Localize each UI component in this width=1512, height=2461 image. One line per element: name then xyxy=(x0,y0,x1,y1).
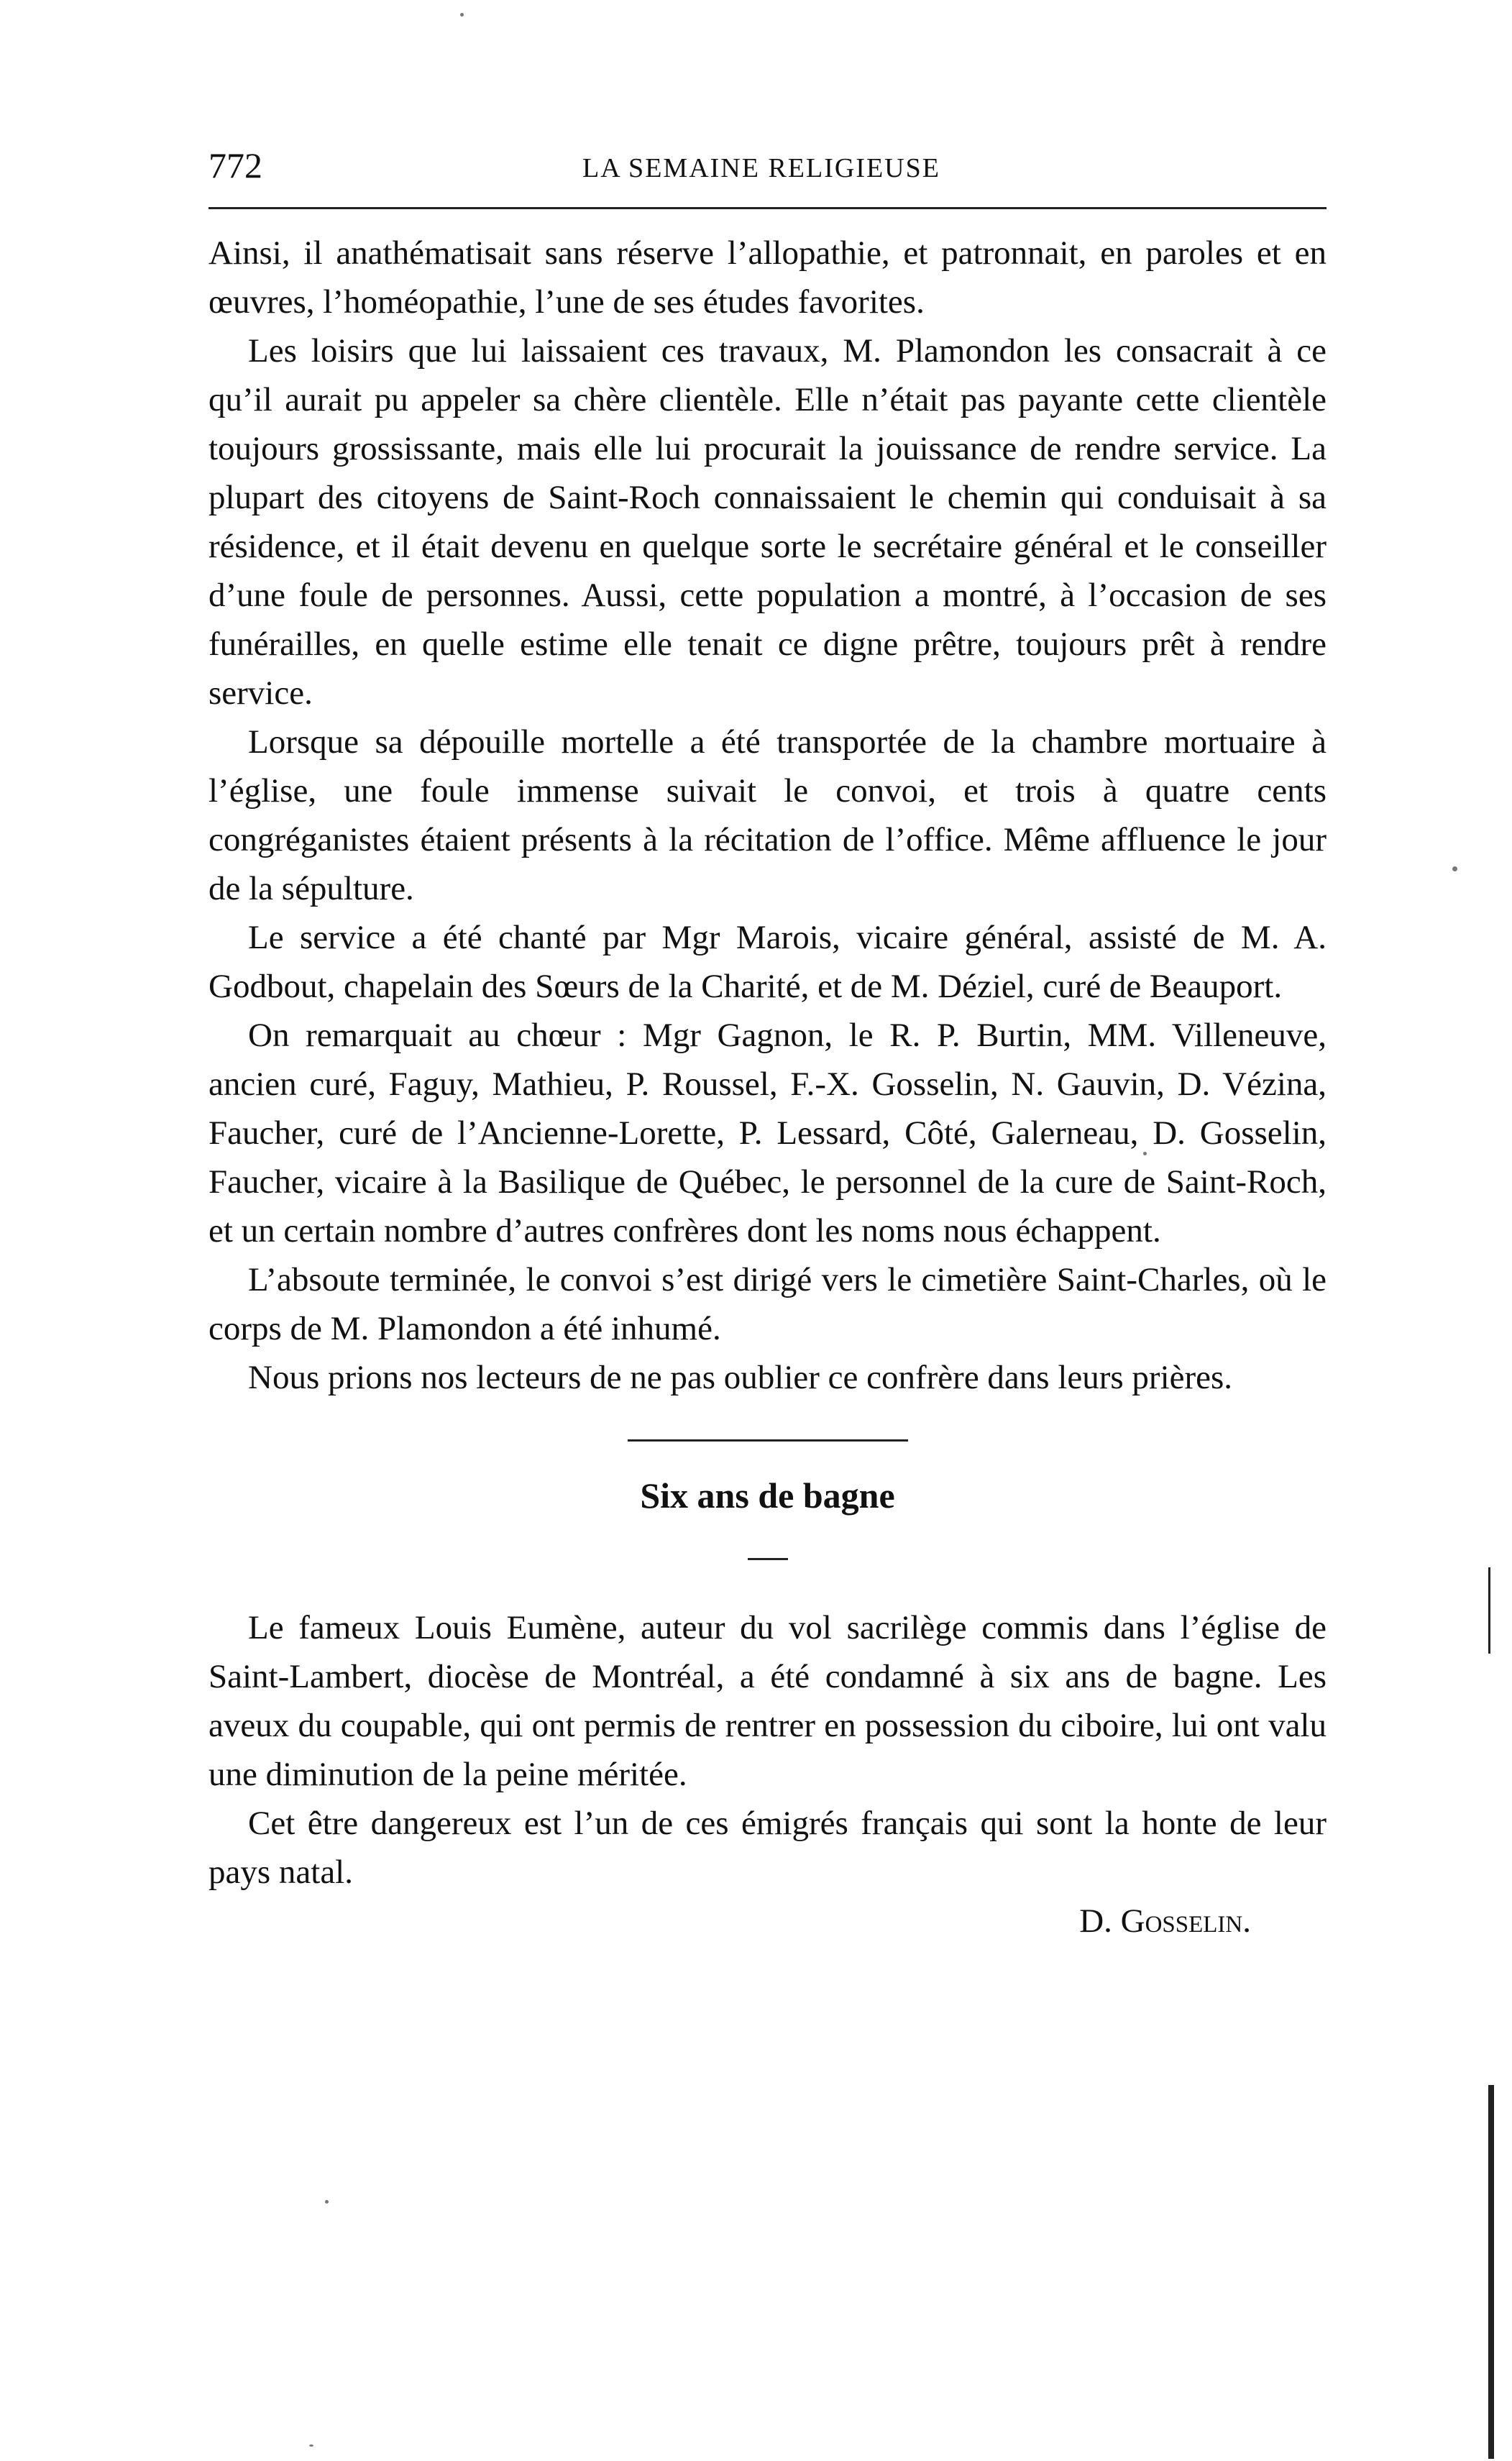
scan-edge-mark xyxy=(1488,1567,1490,1654)
speck xyxy=(1452,866,1457,871)
paragraph: Cet être dangereux est l’un de ces émigrés français qui sont la honte de leur pays natal. xyxy=(209,1805,1327,1891)
running-head: LA SEMAINE RELIGIEUSE xyxy=(582,153,940,183)
section-title: Six ans de bagne xyxy=(640,1475,895,1516)
paragraph: Lorsque sa dépouille mortelle a été transportée de la chambre mortuaire à l’église, une foule immense suivait le convoi, et trois à quatre cents congréganistes étaient présents à la récitation de l’office. Même affluence le jour de la sépulture. xyxy=(209,723,1327,907)
signature: D. Gosselin. xyxy=(1079,1902,1251,1940)
paragraph: L’absoute terminée, le convoi s’est dirigé vers le cimetière Saint-Charles, où le corps de M. Plamondon a été inhumé. xyxy=(209,1261,1327,1347)
speck xyxy=(1143,1152,1147,1155)
page-number: 772 xyxy=(209,145,262,185)
speck xyxy=(325,2200,329,2204)
speck xyxy=(309,2444,313,2447)
article-body xyxy=(209,229,1327,1946)
title-dash xyxy=(748,1558,788,1560)
paragraph: Les loisirs que lui laissaient ces travaux, M. Plamondon les consacrait à ce qu’il aurait pu appeler sa chère clientèle. Elle n’était pas payante cette clientèle toujours grossissante, mais elle lui procurait la jouissance de rendre service. La plupart des citoyens de Saint-Roch connaissaient le chemin qui conduisait à sa résidence, et il était devenu en quelque sorte le secrétaire général et le conseiller d’une foule de personnes. Aussi, cette population a montré, à l’occasion de ses funérailles, en quelle estime elle tenait ce digne prêtre, toujours prêt à rendre service. xyxy=(209,332,1327,712)
paragraph: Ainsi, il anathématisait sans réserve l’allopathie, et patronnait, en paroles et en œuvres, l’homéopathie, l’une de ses études favorites. xyxy=(209,234,1327,321)
header-rule xyxy=(209,207,1327,209)
paragraph: Le fameux Louis Eumène, auteur du vol sacrilège commis dans l’église de Saint-Lambert, diocèse de Montréal, a été condamné à six ans de bagne. Les aveux du coupable, qui ont permis de rentrer en possession du ciboire, lui ont valu une diminution de la peine méritée. xyxy=(209,1609,1327,1793)
section-divider xyxy=(628,1439,908,1442)
speck xyxy=(460,13,464,17)
paragraph: Le service a été chanté par Mgr Marois, vicaire général, assisté de M. A. Godbout, chapelain des Sœurs de la Charité, et de M. Déziel, curé de Beauport. xyxy=(209,919,1327,1005)
paragraph: Nous prions nos lecteurs de ne pas oublier ce confrère dans leurs prières. xyxy=(248,1359,1233,1396)
page-header xyxy=(209,144,1327,194)
scan-edge-mark xyxy=(1488,2085,1494,2459)
paragraph: On remarquait au chœur : Mgr Gagnon, le R. P. Burtin, MM. Villeneuve, ancien curé, Faguy, Mathieu, P. Roussel, F.-X. Gosselin, N. Gauvin, D. Vézina, Faucher, curé de l’Ancienne-Lorette, P. Lessard, Côté, Galerneau, D. Gosselin, Faucher, vicaire à la Basilique de Québec, le personnel de la cure de Saint-Roch, et un certain nombre d’autres confrères dont les noms nous échappent. xyxy=(209,1017,1327,1250)
